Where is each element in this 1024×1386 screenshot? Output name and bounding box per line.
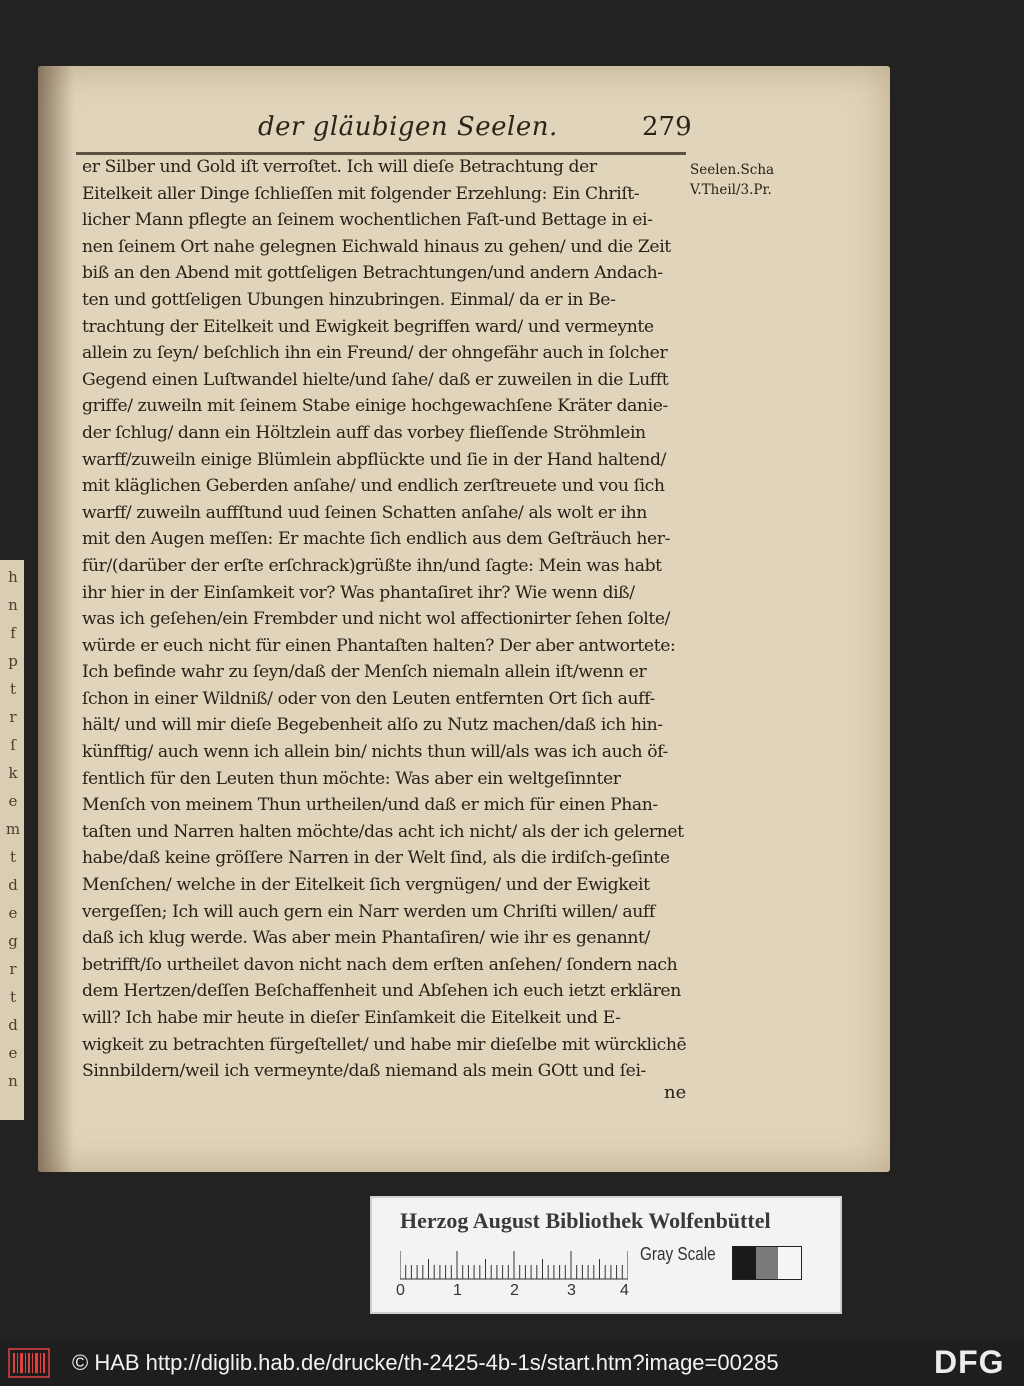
- ruler-scale: [400, 1250, 628, 1280]
- gray-scale-swatches: [732, 1246, 802, 1280]
- text-line: würde er euch nicht für einen Phantaſten halten? Der aber antwortete:: [82, 635, 676, 656]
- text-line: nen ſeinem Ort nahe gelegnen Eichwald hinaus zu gehen/ und die Zeit: [82, 236, 671, 257]
- previous-page-letter: n: [8, 596, 18, 614]
- library-name: Herzog August Bibliothek Wolfenbüttel: [400, 1208, 771, 1233]
- text-line: Sinnbildern/weil ich vermeynte/daß niemand als mein GOtt und ſei-: [82, 1061, 646, 1082]
- text-line: warff/zuweiln einige Blümlein abpflückte und ſie in der Hand haltend/: [82, 449, 666, 470]
- source-link[interactable]: © HAB http://diglib.hab.de/drucke/th-2425-4b-1s/start.htm?image=00285: [72, 1350, 779, 1375]
- previous-page-letter: f: [10, 624, 16, 642]
- margin-note: [690, 160, 774, 200]
- gray-swatch: [756, 1247, 779, 1279]
- body-text: [82, 154, 690, 1085]
- text-line: Gegend einen Luſtwandel hielte/und ſahe/ daß er zuweilen in die Lufft: [82, 369, 669, 390]
- text-line: daß ich klug werde. Was aber mein Phantaſiren/ wie ihr es genannt/: [82, 928, 650, 949]
- ruler-label: 1: [453, 1282, 462, 1299]
- dfg-logo: DFG: [934, 1344, 1005, 1380]
- previous-page-letter: t: [9, 680, 17, 698]
- text-line: ten und gottſeligen Ubungen hinzubringen. Einmal/ da er in Be-: [82, 289, 616, 310]
- text-line: für/(darüber der erſte erſchrack)grüßte ihn/und ſagte: Mein was habt: [82, 555, 662, 576]
- text-line: ſchon in einer Wildniß/ oder von den Leuten entfernten Ort ſich auff-: [82, 688, 655, 709]
- text-line: dem Hertzen/deſſen Beſchaffenheit und Abſehen ich euch ietzt erklären: [82, 981, 681, 1002]
- ruler-label: 2: [510, 1282, 519, 1299]
- previous-page-edge: [0, 560, 24, 1120]
- previous-page-letter: e: [8, 792, 18, 810]
- previous-page-letter: t: [9, 848, 17, 866]
- ruler-label: 4: [620, 1282, 629, 1299]
- text-line: mit kläglichen Geberden anſahe/ und endlich zerſtreuete und vou ſich: [82, 476, 665, 497]
- text-line: vergeſſen; Ich will auch gern ein Narr werden um Chriſti willen/ auff: [82, 901, 655, 922]
- previous-page-letter: r: [9, 960, 17, 978]
- text-line: trachtung der Eitelkeit und Ewigkeit begriffen ward/ und vermeynte: [82, 316, 654, 337]
- text-line: Menſchen/ welche in der Eitelkeit ſich vergnügen/ und der Ewigkeit: [82, 875, 650, 896]
- text-line: künfftig/ auch wenn ich allein bin/ nichts thun will/als was ich auch öf-: [82, 742, 668, 763]
- running-head: der gläubigen Seelen.: [258, 112, 558, 142]
- previous-page-letter: k: [8, 764, 18, 782]
- text-line: allein zu ſeyn/ beſchlich ihn ein Freund/ der ohngefähr auch in ſolcher: [82, 343, 668, 364]
- page-number: 279: [642, 112, 692, 142]
- text-line: Eitelkeit aller Dinge ſchlieſſen mit folgender Erzehlung: Ein Chriſt-: [82, 183, 640, 204]
- text-line: habe/daß keine gröſſere Narren in der Welt ſind, als die irdiſch-geſinte: [82, 848, 670, 869]
- previous-page-letter: e: [8, 904, 18, 922]
- text-line: betrifft/ſo urtheilet davon nicht nach dem erſten anſehen/ ſondern nach: [82, 954, 678, 975]
- text-line: griffe/ zuweiln mit ſeinem Stabe einige hochgewachſene Kräter danie-: [82, 396, 668, 417]
- text-line: hält/ und will mir dieſe Begebenheit alſo zu Nutz machen/daß ich hin-: [82, 715, 663, 736]
- margin-note-line: Seelen.Scha: [690, 162, 775, 178]
- previous-page-letter: d: [8, 1016, 18, 1034]
- text-line: der ſchlug/ dann ein Höltzlein auff das vorbey flieſſende Ströhmlein: [82, 422, 646, 443]
- text-line: warff/ zuweiln auffſtund uud ſeinen Schatten anſahe/ als wolt er ihn: [82, 502, 647, 523]
- text-line: taſten und Narren halten möchte/das acht ich nicht/ als der ich gelernet: [82, 821, 684, 842]
- text-line: licher Mann pflegte an ſeinem wochentlichen Faſt-und Bettage in ei-: [82, 210, 653, 231]
- previous-page-letter: n: [8, 1072, 18, 1090]
- gray-swatch: [733, 1247, 756, 1279]
- previous-page-letter: r: [9, 708, 17, 726]
- previous-page-letter: t: [9, 988, 17, 1006]
- text-line: was ich geſehen/ein Frembder und nicht wol affectionirter ſehen ſolte/: [82, 609, 671, 630]
- previous-page-letter: ſ: [10, 736, 16, 754]
- text-line: mit den Augen meſſen: Er machte ſich endlich aus dem Geſträuch her-: [82, 529, 671, 550]
- barcode-icon: [8, 1348, 50, 1378]
- text-line: er Silber und Gold iſt verroſtet. Ich will dieſe Betrachtung der: [82, 157, 597, 177]
- previous-page-letter: d: [8, 876, 18, 894]
- grayscale-label: Gray Scale: [640, 1244, 716, 1264]
- gray-swatch: [778, 1247, 801, 1279]
- text-line: Ich befinde wahr zu ſeyn/daß der Menſch niemaln allein iſt/wenn er: [82, 662, 647, 683]
- previous-page-letter: e: [8, 1044, 18, 1062]
- ruler-label: 0: [396, 1282, 405, 1299]
- catchword: ne: [664, 1082, 687, 1103]
- text-line: Menſch von meinem Thun urtheilen/und daß er mich für einen Phan-: [82, 795, 658, 816]
- previous-page-letter: m: [5, 820, 21, 838]
- text-line: will? Ich habe mir heute in dieſer Einſamkeit die Eitelkeit und E-: [82, 1008, 621, 1028]
- previous-page-letter: g: [8, 932, 18, 950]
- ruler-label: 3: [567, 1282, 576, 1299]
- margin-note-line: V.Theil/3.Pr.: [690, 182, 772, 198]
- ruler-labels: [396, 1282, 636, 1302]
- text-line: fentlich für den Leuten thun möchte: Was aber ein weltgeſinnter: [82, 768, 621, 789]
- page-gutter-shadow: [38, 66, 74, 1172]
- previous-page-letter: h: [8, 568, 18, 586]
- library-color-card: [370, 1196, 842, 1314]
- text-line: biß an den Abend mit gottſeligen Betrachtungen/und andern Andach-: [82, 263, 663, 284]
- text-line: wigkeit zu betrachten fürgeſtellet/ und habe mir dieſelbe mit würcklichē: [82, 1034, 687, 1055]
- previous-page-letter: p: [8, 652, 18, 670]
- text-line: ihr hier in der Einſamkeit vor? Was phantaſiret ihr? Wie wenn diß/: [82, 582, 635, 603]
